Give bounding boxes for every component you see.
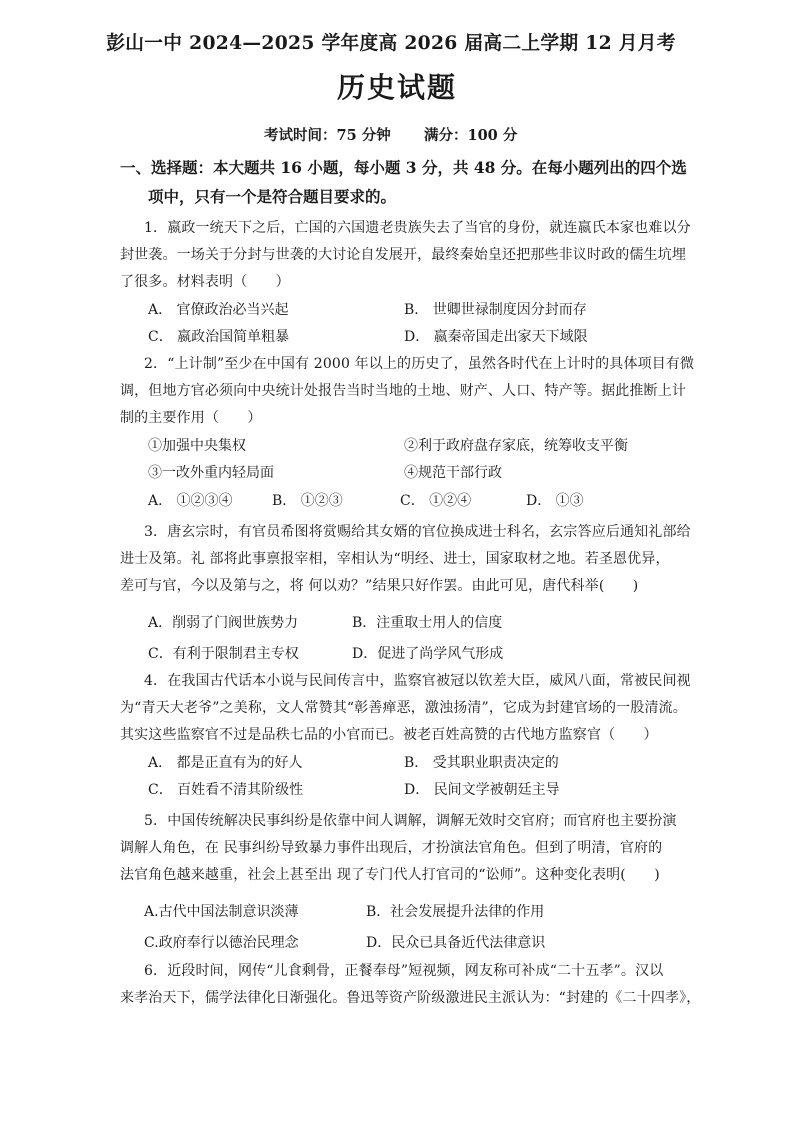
option-d: D． 民间文学被朝廷主导: [404, 782, 560, 798]
option-b: B． ①②③: [272, 493, 343, 509]
question-text-line: 3．唐玄宗时，有官员希图将赏赐给其女婿的官位换成进士科名，玄宗答应后通知礼部给: [144, 524, 691, 540]
section-heading-line-2: 项中，只有一个是符合题目要求的。: [148, 187, 397, 206]
option-b: B． 受其职业职责决定的: [404, 755, 559, 771]
statement-4: ④规范干部行政: [404, 465, 502, 481]
option-a: A． 都是正直有为的好人: [148, 755, 303, 771]
option-a: A.古代中国法制意识淡薄: [144, 904, 299, 920]
question-text-line: 2．“上计制”至少在中国有 2000 年以上的历史了，虽然各时代在上计时的具体项目有微: [144, 356, 695, 372]
section-heading-line-1: 一、选择题：本大题共 16 小题，每小题 3 分，共 48 分。在每小题列出的四个选: [120, 158, 687, 177]
option-b: B． 世卿世禄制度因分封而存: [404, 302, 587, 318]
option-c: C． 百姓看不清其阶级性: [148, 782, 304, 798]
statement-2: ②利于政府盘存家底，统筹收支平衡: [404, 438, 628, 454]
question-text-line: 制的主要作用（ ）: [120, 410, 262, 426]
statement-3: ③一改外重内轻局面: [148, 465, 274, 481]
option-a: A． 官僚政治必当兴起: [148, 302, 289, 318]
exam-header-title: 彭山一中 2024—2025 学年度高 2026 届高二上学期 12 月月考: [106, 32, 676, 54]
option-c: C．有利于限制君主专权: [148, 646, 299, 662]
question-text-line: 进士及第。礼 部将此事禀报宰相，宰相认为“明经、进士，国家取材之地。若圣恩优异，: [120, 551, 670, 567]
option-a: A． ①②③④: [148, 493, 233, 509]
exam-full-score: 满分：100 分: [424, 127, 518, 144]
statement-1: ①加强中央集权: [148, 438, 246, 454]
question-text-line: 5．中国传统解决民事纠纷是依靠中间人调解，调解无效时交官府；而官府也主要扮演: [144, 813, 677, 829]
exam-time: 考试时间：75 分钟: [264, 127, 391, 144]
option-d: D．促进了尚学风气形成: [352, 646, 504, 662]
option-c: C.政府奉行以德治民理念: [144, 935, 299, 951]
option-c: C． ①②④: [400, 493, 472, 509]
option-d: D． ①③: [526, 493, 584, 509]
question-text-line: 法官角色越来越重，社会上甚至出 现了专门代人打官司的“讼师”。这种变化表明( ): [120, 867, 660, 883]
question-text-line: 来孝治天下，儒学法律化日渐强化。鲁迅等资产阶级激进民主派认为：“封建的《二十四孝》，: [120, 990, 701, 1006]
option-b: B．注重取士用人的信度: [352, 615, 503, 631]
subject-title: 历史试题: [336, 71, 457, 104]
question-text-line: 其实这些监察官不过是品秩七品的小官而已。被老百姓高赞的古代地方监察官（ ）: [120, 727, 658, 743]
question-text-line: 差可与官，今以及第与之，将 何以劝？”结果只好作罢。由此可见，唐代科举( ): [120, 578, 639, 594]
question-text-line: 为“青天大老爷”之美称，文人常赞其“彰善瘅恶，激浊扬清”，它成为封建官场的一股清流。: [120, 700, 687, 716]
option-a: A．削弱了门阀世族势力: [148, 615, 299, 631]
question-text-line: 调，但地方官必须向中央统计处报告当时当地的土地、财产、人口、特产等。据此推断上计: [120, 383, 686, 399]
option-d: D． 嬴秦帝国走出家天下域限: [404, 329, 588, 345]
option-d: D．民众已具备近代法律意识: [366, 935, 546, 951]
question-text-line: 调解人角色，在 民事纠纷导致暴力事件出现后，才扮演法官角色。但到了明清，官府的: [120, 840, 663, 856]
option-c: C． 嬴政治国简单粗暴: [148, 329, 290, 345]
question-text-line: 4．在我国古代话本小说与民间传言中，监察官被冠以钦差大臣，威风八面，常被民间视: [144, 673, 691, 689]
option-b: B．社会发展提升法律的作用: [366, 904, 545, 920]
question-text-line: 6．近段时间，网传“儿食剩骨，正餐奉母”短视频，网友称可补成“二十五孝”。汉以: [144, 963, 664, 979]
question-text-line: 封世袭。一场关于分封与世袭的大讨论自发展开，最终秦始皇还把那些非议时政的儒生坑埋: [120, 247, 686, 263]
question-text-line: 1．嬴政一统天下之后，亡国的六国遗老贵族失去了当官的身份，就连嬴氏本家也难以分: [144, 220, 691, 236]
question-text-line: 了很多。材料表明（ ）: [120, 274, 290, 290]
